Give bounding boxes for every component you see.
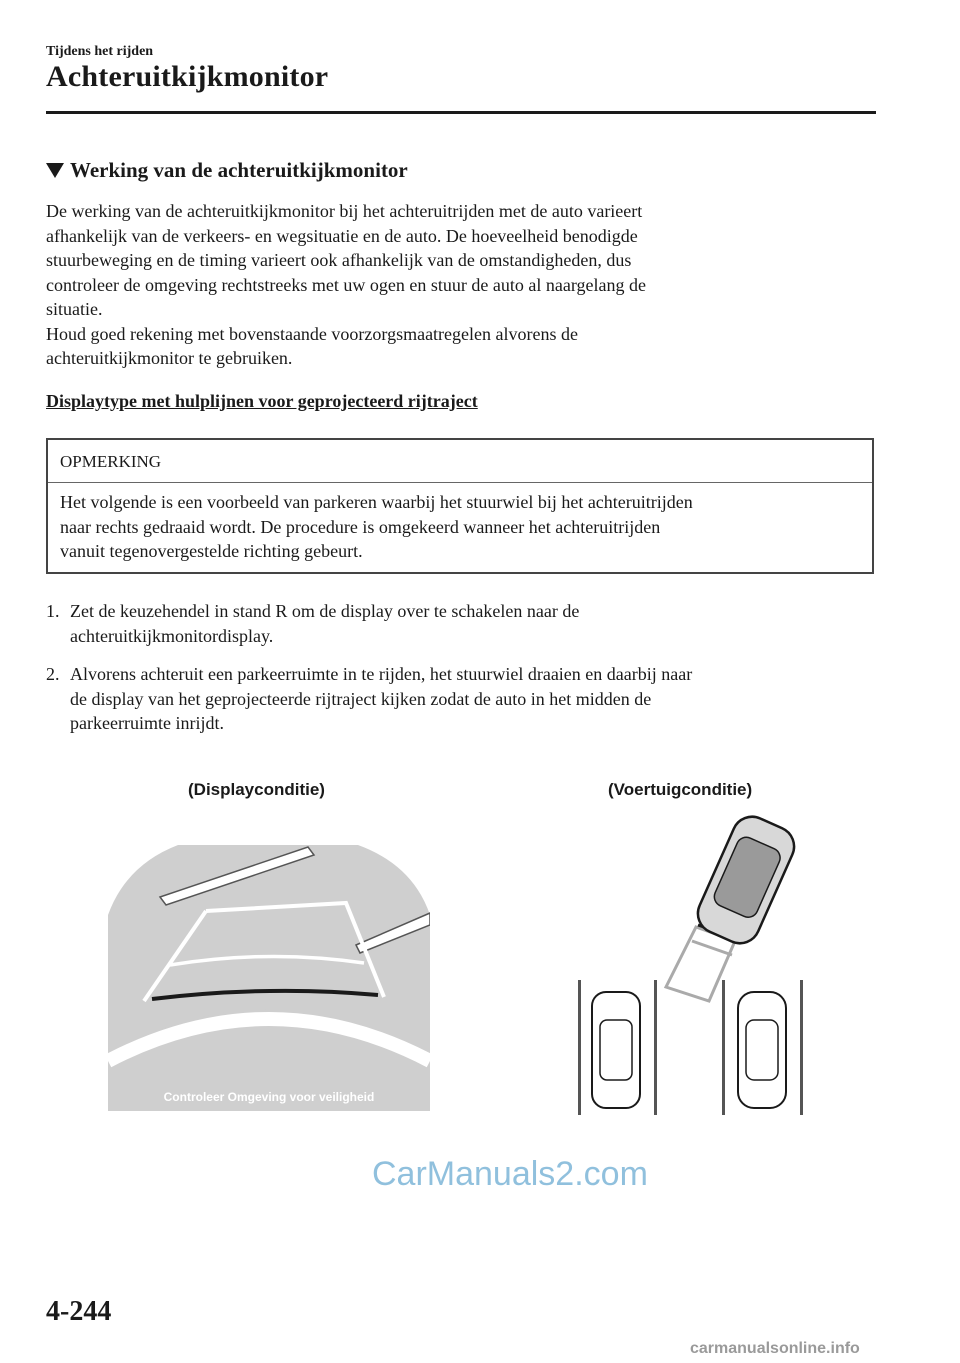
intro-line: stuurbeweging en de timing varieert ook afhankelijk van de omstandigheden, dus xyxy=(46,250,632,270)
step-line: Zet de keuzehendel in stand R om de display over te schakelen naar de xyxy=(70,601,580,621)
step-line: de display van het geprojecteerde rijtraject kijken zodat de auto in het midden de xyxy=(70,688,652,709)
step-line: achteruitkijkmonitordisplay. xyxy=(70,625,274,646)
step-1 xyxy=(46,599,876,648)
parked-car-left xyxy=(592,992,640,1108)
parked-car-right xyxy=(738,992,786,1108)
intro-line: situatie. xyxy=(46,299,103,319)
note-line: Het volgende is een voorbeeld van parkeren waarbij het stuurwiel bij het achteruitrijden xyxy=(60,492,693,512)
parking-line xyxy=(800,980,803,1115)
note-divider xyxy=(48,482,872,483)
note-line: vanuit tegenovergestelde richting gebeurt. xyxy=(60,541,363,561)
step-2 xyxy=(46,662,876,736)
display-screen-illustration xyxy=(108,845,430,1111)
note-box xyxy=(46,438,874,574)
step-line: parkeerruimte inrijdt. xyxy=(70,713,224,733)
section-heading xyxy=(46,158,408,183)
watermark: carmanualsonline.info xyxy=(690,1340,860,1357)
note-line: naar rechts gedraaid wordt. De procedure is omgekeerd wanneer het achteruitrijden xyxy=(60,516,661,537)
intro-paragraph xyxy=(46,199,866,371)
projected-trajectory-mid xyxy=(692,941,732,955)
display-caption: (Displayconditie) xyxy=(188,780,325,799)
note-body xyxy=(60,490,860,564)
intro-line: achteruitkijkmonitor te gebruiken. xyxy=(46,348,293,368)
step-line: Alvorens achteruit een parkeerruimte in te rijden, het stuurwiel draaien en daarbij naar xyxy=(70,664,693,684)
chapter-title: Achteruitkijkmonitor xyxy=(46,60,329,93)
intro-line: Houd goed rekening met bovenstaande voorzorgsmaatregelen alvorens de xyxy=(46,323,578,344)
step-number: 1. xyxy=(46,601,60,621)
step-text xyxy=(70,599,876,648)
step-text xyxy=(70,662,876,736)
vehicle-caption: (Voertuigconditie) xyxy=(608,780,753,799)
reversing-car xyxy=(692,815,801,950)
watermark: CarManuals2.com xyxy=(372,1155,648,1193)
triangle-down-icon xyxy=(46,163,64,178)
subheading: Displaytype met hulplijnen voor geprojecteerd rijtraject xyxy=(46,391,478,411)
intro-line: afhankelijk van de verkeers- en wegsituatie en de auto. De hoeveelheid benodigde xyxy=(46,225,638,246)
section-heading-text: Werking van de achteruitkijkmonitor xyxy=(70,158,408,182)
note-title: OPMERKING xyxy=(60,452,162,471)
intro-line: controleer de omgeving rechtstreeks met uw ogen en stuur de auto al naargelang de xyxy=(46,274,646,295)
vehicle-condition-illustration xyxy=(570,815,840,1120)
parking-line xyxy=(654,980,657,1115)
intro-line: De werking van de achteruitkijkmonitor bij het achteruitrijden met de auto varieert xyxy=(46,201,643,221)
section-label: Tijdens het rijden xyxy=(46,44,154,59)
parking-line xyxy=(578,980,581,1115)
page-number: 4-244 xyxy=(46,1296,112,1327)
step-number: 2. xyxy=(46,664,60,684)
screen-warning-text: Controleer Omgeving voor veiligheid xyxy=(163,1090,375,1104)
parking-line xyxy=(722,980,725,1115)
header-rule xyxy=(46,111,876,114)
